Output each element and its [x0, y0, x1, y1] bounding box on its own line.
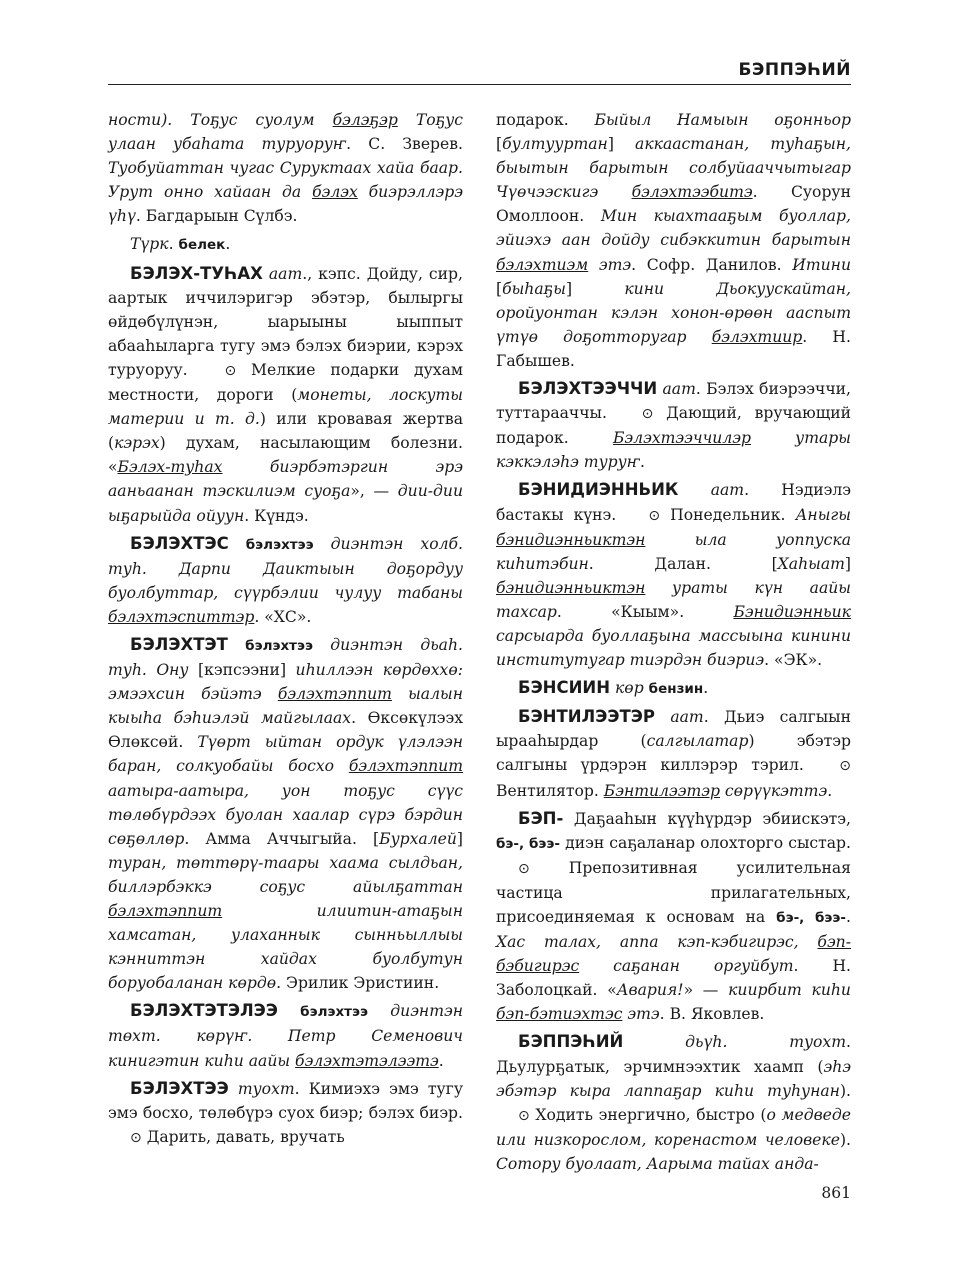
- entry-text: . Өксөкүлээх Өлөксөй.: [108, 709, 463, 752]
- underlined-example: Бэлэхтээччилэр: [612, 429, 751, 448]
- entry-text: .: [640, 453, 645, 472]
- entry-text: [: [496, 279, 503, 298]
- headword: БЭППЭҺИЙ: [518, 1032, 624, 1052]
- entry-text: » —: [683, 981, 729, 1000]
- italic-text: диэнтэн дьаһ. туһ. Ону: [108, 635, 463, 680]
- italic-text: дьүһ. туохт: [685, 1033, 847, 1052]
- underlined-example: бэлэхтэппит: [108, 902, 223, 920]
- circle-marker-icon: ⊙: [648, 507, 661, 524]
- entry-text: . Бэлэх биэрээччи, туттарааччы.: [496, 380, 851, 423]
- circle-marker-icon: ⊙: [224, 362, 237, 379]
- italic-text: көр: [615, 679, 644, 698]
- entry-text: . Күндэ.: [244, 506, 309, 525]
- italic-text: этэ: [588, 255, 632, 274]
- entry-text: Ходить энергично, быстро (: [529, 1105, 767, 1124]
- italic-text: туран, төттөрү-таары хаама сылдьан, биллэрбэккэ соҕус айылҕаттан: [108, 853, 463, 896]
- underlined-example: бэнидиэнньиктэн: [496, 578, 646, 597]
- bold-term: бэлэхтээ: [300, 1004, 368, 1021]
- underlined-example: Бэнтилээтэр: [603, 781, 720, 800]
- underlined-example: бэлэхтиэм: [496, 255, 589, 274]
- underlined-example: Бэнидиэнньик: [733, 602, 851, 621]
- italic-text: диэнтэн төхт. көрүҥ. Петр Семенович кинигэтин киһи аайы: [108, 1002, 463, 1070]
- italic-text: иһиллээн көрдөххө: эмээхсин бэйэтэ: [108, 661, 463, 704]
- underlined-example: Бэлэх-туһах: [117, 458, 223, 477]
- entry-text: ]: [456, 829, 463, 848]
- bold-term: бэлэхтээ: [245, 536, 314, 553]
- italic-text: этэ: [622, 1005, 660, 1024]
- italic-text: Аныгы: [795, 505, 851, 524]
- entry-text: подарок.: [496, 111, 595, 129]
- italic-text: эһэ эбэтэр кыра лаппаҕар киһи туһунан: [496, 1057, 851, 1100]
- entry-text: . Суорун Омоллоон.: [496, 183, 851, 226]
- entry-text: .: [168, 235, 179, 254]
- dictionary-entry-paragraph: [108, 1077, 463, 1150]
- underlined-example: бэлэхтиир: [711, 327, 803, 346]
- italic-text: сөрүүкэттэ: [719, 781, 828, 800]
- entry-text: . С. Зверев.: [346, 135, 463, 154]
- italic-text: Туобуйаттан чугас Суруктаах хайа баар. Урут онно хайаан да: [108, 159, 463, 202]
- running-header-title: БЭППЭҺИЙ: [738, 60, 851, 80]
- entry-text: Вентилятор.: [496, 781, 604, 800]
- page-number: 861: [821, 1184, 851, 1202]
- entry-text: Даҕааһын күүһүрдэр эбиискэтэ,: [563, 809, 851, 828]
- entry-text: [278, 1002, 300, 1020]
- italic-text: илиитин-атаҕын хамсатан, улаханнык сынньыллыы кэнниттэн хайдах буолбутун боруобаланан көрдө: [108, 902, 463, 993]
- italic-text: ураты күн аайы тахсар: [496, 578, 851, 621]
- entry-text: . Дьулурҕатык, эрчимнээхтик хаамп (: [496, 1033, 851, 1076]
- italic-text: диэнтэн холб. туһ. Дарпи Даиктыын доҕордуу буолбуттар, сүүрбэлии чулуу табаны: [108, 534, 463, 602]
- italic-text: аат: [710, 481, 745, 500]
- entry-text: ., кэпс. Дойду, сир, аартык иччилэригэр эбэтэр, былыргы өйдөбүлүнэн, ыарыыны ыыппыт абааһыларга тугу эмэ бэлэх биэрии, кэрэх туруоруу.: [108, 264, 463, 379]
- entry-text: . Дьиэ салгыын ырааһырдар (: [496, 708, 851, 751]
- italic-text: Сотору буолаат, Аарыма тайах анда-: [496, 1154, 819, 1173]
- underlined-example: бэлэхтээбитэ: [631, 183, 753, 202]
- headword: БЭНСИИН: [518, 678, 611, 698]
- italic-text: ности). Тоҕус суолум: [108, 111, 333, 129]
- dictionary-entry-paragraph: [108, 999, 463, 1072]
- entry-text: [623, 1033, 685, 1051]
- italic-text: монеты, лоскуты материи и т. д.: [108, 386, 463, 429]
- headword: БЭНТИЛЭЭТЭР: [518, 707, 655, 727]
- italic-text: биэрбэтэргин эрэ ааньаанан тэскилиэм суоҕа: [108, 458, 463, 501]
- entry-text: », —: [350, 482, 398, 501]
- italic-text: саҕанан оргуйбут: [579, 957, 794, 976]
- italic-text: аат: [662, 380, 696, 399]
- entry-text: . «ЭК».: [764, 651, 823, 670]
- dictionary-entry-paragraph: [108, 633, 463, 995]
- entry-text: [228, 636, 245, 654]
- underlined-example: бэп-бэтиэхтэс: [496, 1005, 623, 1024]
- entry-text: Дающий, вручающий подарок.: [496, 404, 852, 448]
- underlined-example: бэнидиэнньиктэн: [496, 530, 646, 549]
- entry-text: ]: [607, 135, 636, 154]
- entry-text: Дарить, давать, вручать: [141, 1127, 345, 1146]
- italic-text: быһаҕы: [502, 279, 566, 298]
- right-column: [496, 108, 851, 1180]
- italic-text: аатыра-аатыра, уон тоҕус сүүс төлөбүрдээх буолан хаалар сүрэ бэрдин сөҕөллөр: [108, 781, 463, 848]
- entry-text: ]: [844, 554, 851, 573]
- dictionary-entry-paragraph: [108, 532, 463, 629]
- entry-text: ).: [839, 1130, 851, 1149]
- underlined-example: бэлэхтэспиттэр: [108, 607, 255, 626]
- entry-text: диэн саҕаланар олохторго сыстар.: [560, 833, 851, 852]
- entry-text: . Нэдиэлэ бастакы күнэ.: [496, 481, 851, 524]
- entry-text: . Н. Заболоцкай. «: [496, 957, 851, 1000]
- italic-text: сарсыарда буоллаҕына массыына кинини институтугар тиэрдэн биэриэ: [496, 626, 851, 670]
- underlined-example: бэлэхтэппит: [277, 685, 392, 704]
- entry-text: ]: [565, 279, 625, 298]
- italic-text: бултууртан: [502, 135, 608, 154]
- headword: БЭЛЭХТЭЭЧЧИ: [518, 379, 658, 399]
- underlined-example: бэлэхтэтэлээтэ: [295, 1051, 439, 1070]
- headword: БЭЛЭХТЭТЭЛЭЭ: [130, 1001, 278, 1021]
- entry-text: . Эрилик Эристиин.: [276, 974, 440, 993]
- entry-text: [229, 535, 246, 553]
- italic-text: биэрэллэрэ үһү: [108, 183, 463, 226]
- italic-text: аккаастанан, туһаҕын, быытын барытын солбуйааччытыгар Чүөчээскигэ: [496, 135, 851, 202]
- entry-text: ).: [839, 1081, 851, 1100]
- entry-text: . Багдарыын Сүлбэ.: [135, 207, 298, 226]
- italic-text: туохт: [237, 1079, 295, 1098]
- entry-text: [655, 708, 670, 726]
- entry-text: . «Кыым».: [556, 602, 734, 621]
- headword: БЭНИДИЭННЬИК: [518, 480, 679, 500]
- dictionary-entry-paragraph: [108, 108, 463, 228]
- italic-text: Быйыл Намыын оҕонньор: [594, 111, 851, 129]
- dictionary-entry-paragraph: [108, 232, 463, 257]
- bold-term: бэ-, бээ-: [776, 910, 847, 926]
- entry-text: . Амма Аччыгыйа. [: [184, 829, 380, 848]
- italic-text: Түөрт ыйтан ордук үлэлээн баран, солкуобайы босхо: [108, 733, 463, 776]
- italic-text: ыалын кыыһа бэһиэлэй майгылаах: [108, 685, 464, 728]
- italic-text: о медведе или низкорослом, коренастом человеке: [496, 1105, 851, 1149]
- dictionary-entry-paragraph: [496, 108, 851, 373]
- entry-text: . Кимиэхэ эмэ тугу эмэ босхо, төлөбүрэ суох биэр; бэлэх биэр.: [108, 1079, 463, 1122]
- dictionary-entry-paragraph: [496, 377, 851, 474]
- circle-marker-icon: ⊙: [518, 860, 530, 877]
- dictionary-entry-paragraph: [496, 676, 851, 701]
- headword: БЭЛЭХТЭС: [130, 533, 229, 553]
- circle-marker-icon: ⊙: [641, 406, 654, 423]
- italic-text: Хас талах, аппа кэп-кэбигирэс,: [496, 933, 818, 952]
- entry-text: .: [846, 908, 851, 926]
- headword: БЭЛЭХ-ТУҺАХ: [130, 263, 263, 283]
- entry-text: [кэпсээни]: [198, 661, 287, 680]
- entry-text: . Софр. Данилов.: [631, 255, 793, 274]
- entry-text: ) эбэтэр салгыны үрдэрэн киллэрэр тэрил.: [496, 732, 851, 775]
- italic-text: аат: [670, 708, 704, 727]
- entry-text: . «ХС».: [254, 607, 312, 626]
- circle-marker-icon: ⊙: [518, 1107, 530, 1124]
- italic-text: Бурхалей: [379, 829, 457, 848]
- entry-text: Понедельник.: [660, 505, 796, 524]
- italic-text: ыла уоппуска киһитэбин: [496, 530, 851, 573]
- bold-term: бэлэхтээ: [245, 637, 313, 654]
- bold-term: бэ-, бээ-: [496, 835, 561, 852]
- entry-text: .: [438, 1051, 444, 1070]
- underlined-example: бэлэҕэр: [332, 111, 398, 129]
- entry-text: .: [225, 235, 231, 254]
- italic-text: утары кэккэлэһэ туруҥ: [496, 429, 851, 472]
- italic-text: Мин кыахтааҕым буоллар, эйиэхэ аан дойду сибэккитин барытын: [496, 207, 851, 250]
- italic-text: киирбит киһи: [728, 981, 851, 1000]
- entry-text: . Далан. [: [588, 554, 778, 573]
- underlined-example: бэп-бэбигирэс: [496, 933, 851, 976]
- bold-term: белек: [178, 237, 226, 254]
- entry-text: Мелкие подарки духам местности, дороги (: [108, 360, 464, 405]
- italic-text: кини Дьокуускайтан, оройуонтан кэлэн хонон-өрөөн ааспыт үтүө доҕотторугар: [496, 279, 851, 346]
- entry-text: [229, 1080, 238, 1098]
- entry-text: . В. Яковлев.: [659, 1005, 765, 1024]
- entry-text: ) духам, насылающим болезни. «: [108, 434, 463, 477]
- entry-text: [: [496, 135, 503, 154]
- entry-text: . Н. Габышев.: [496, 327, 851, 370]
- dictionary-entry-paragraph: [108, 262, 463, 528]
- italic-text: Тоҕус улаан убаһата туруоруҥ: [108, 111, 463, 154]
- italic-text: дии-дии ыҕарыйда ойуун: [108, 482, 463, 525]
- header-rule: [108, 84, 851, 85]
- entry-text: [678, 481, 710, 499]
- dictionary-entry-paragraph: [496, 478, 851, 672]
- entry-text: ) или кровавая жертва (: [108, 410, 464, 453]
- underlined-example: бэлэх: [312, 183, 358, 202]
- italic-text: Авария!: [616, 981, 684, 1000]
- headword: БЭЛЭХТЭТ: [130, 634, 228, 654]
- entry-text: Препозитивная усилительная частица прилагательных, присоединяемая к основам на: [496, 858, 851, 926]
- dictionary-entry-paragraph: [496, 1030, 851, 1176]
- italic-text: Итини: [792, 255, 851, 274]
- italic-text: Түрк: [130, 235, 169, 254]
- italic-text: салгылатар: [646, 732, 749, 751]
- bold-term: бензин: [648, 681, 704, 698]
- entry-text: .: [703, 679, 709, 698]
- circle-marker-icon: ⊙: [839, 758, 851, 775]
- underlined-example: бэлэхтэппит: [348, 757, 463, 776]
- dictionary-entry-paragraph: [496, 705, 851, 802]
- italic-text: кэрэх: [114, 434, 160, 453]
- headword: БЭП-: [518, 808, 564, 828]
- left-column: [108, 108, 463, 1154]
- circle-marker-icon: ⊙: [130, 1129, 142, 1146]
- italic-text: Хаһыат: [777, 554, 845, 573]
- dictionary-entry-paragraph: [496, 807, 851, 1027]
- entry-text: .: [827, 781, 833, 800]
- headword: БЭЛЭХТЭЭ: [130, 1078, 229, 1098]
- italic-text: аат: [268, 264, 303, 283]
